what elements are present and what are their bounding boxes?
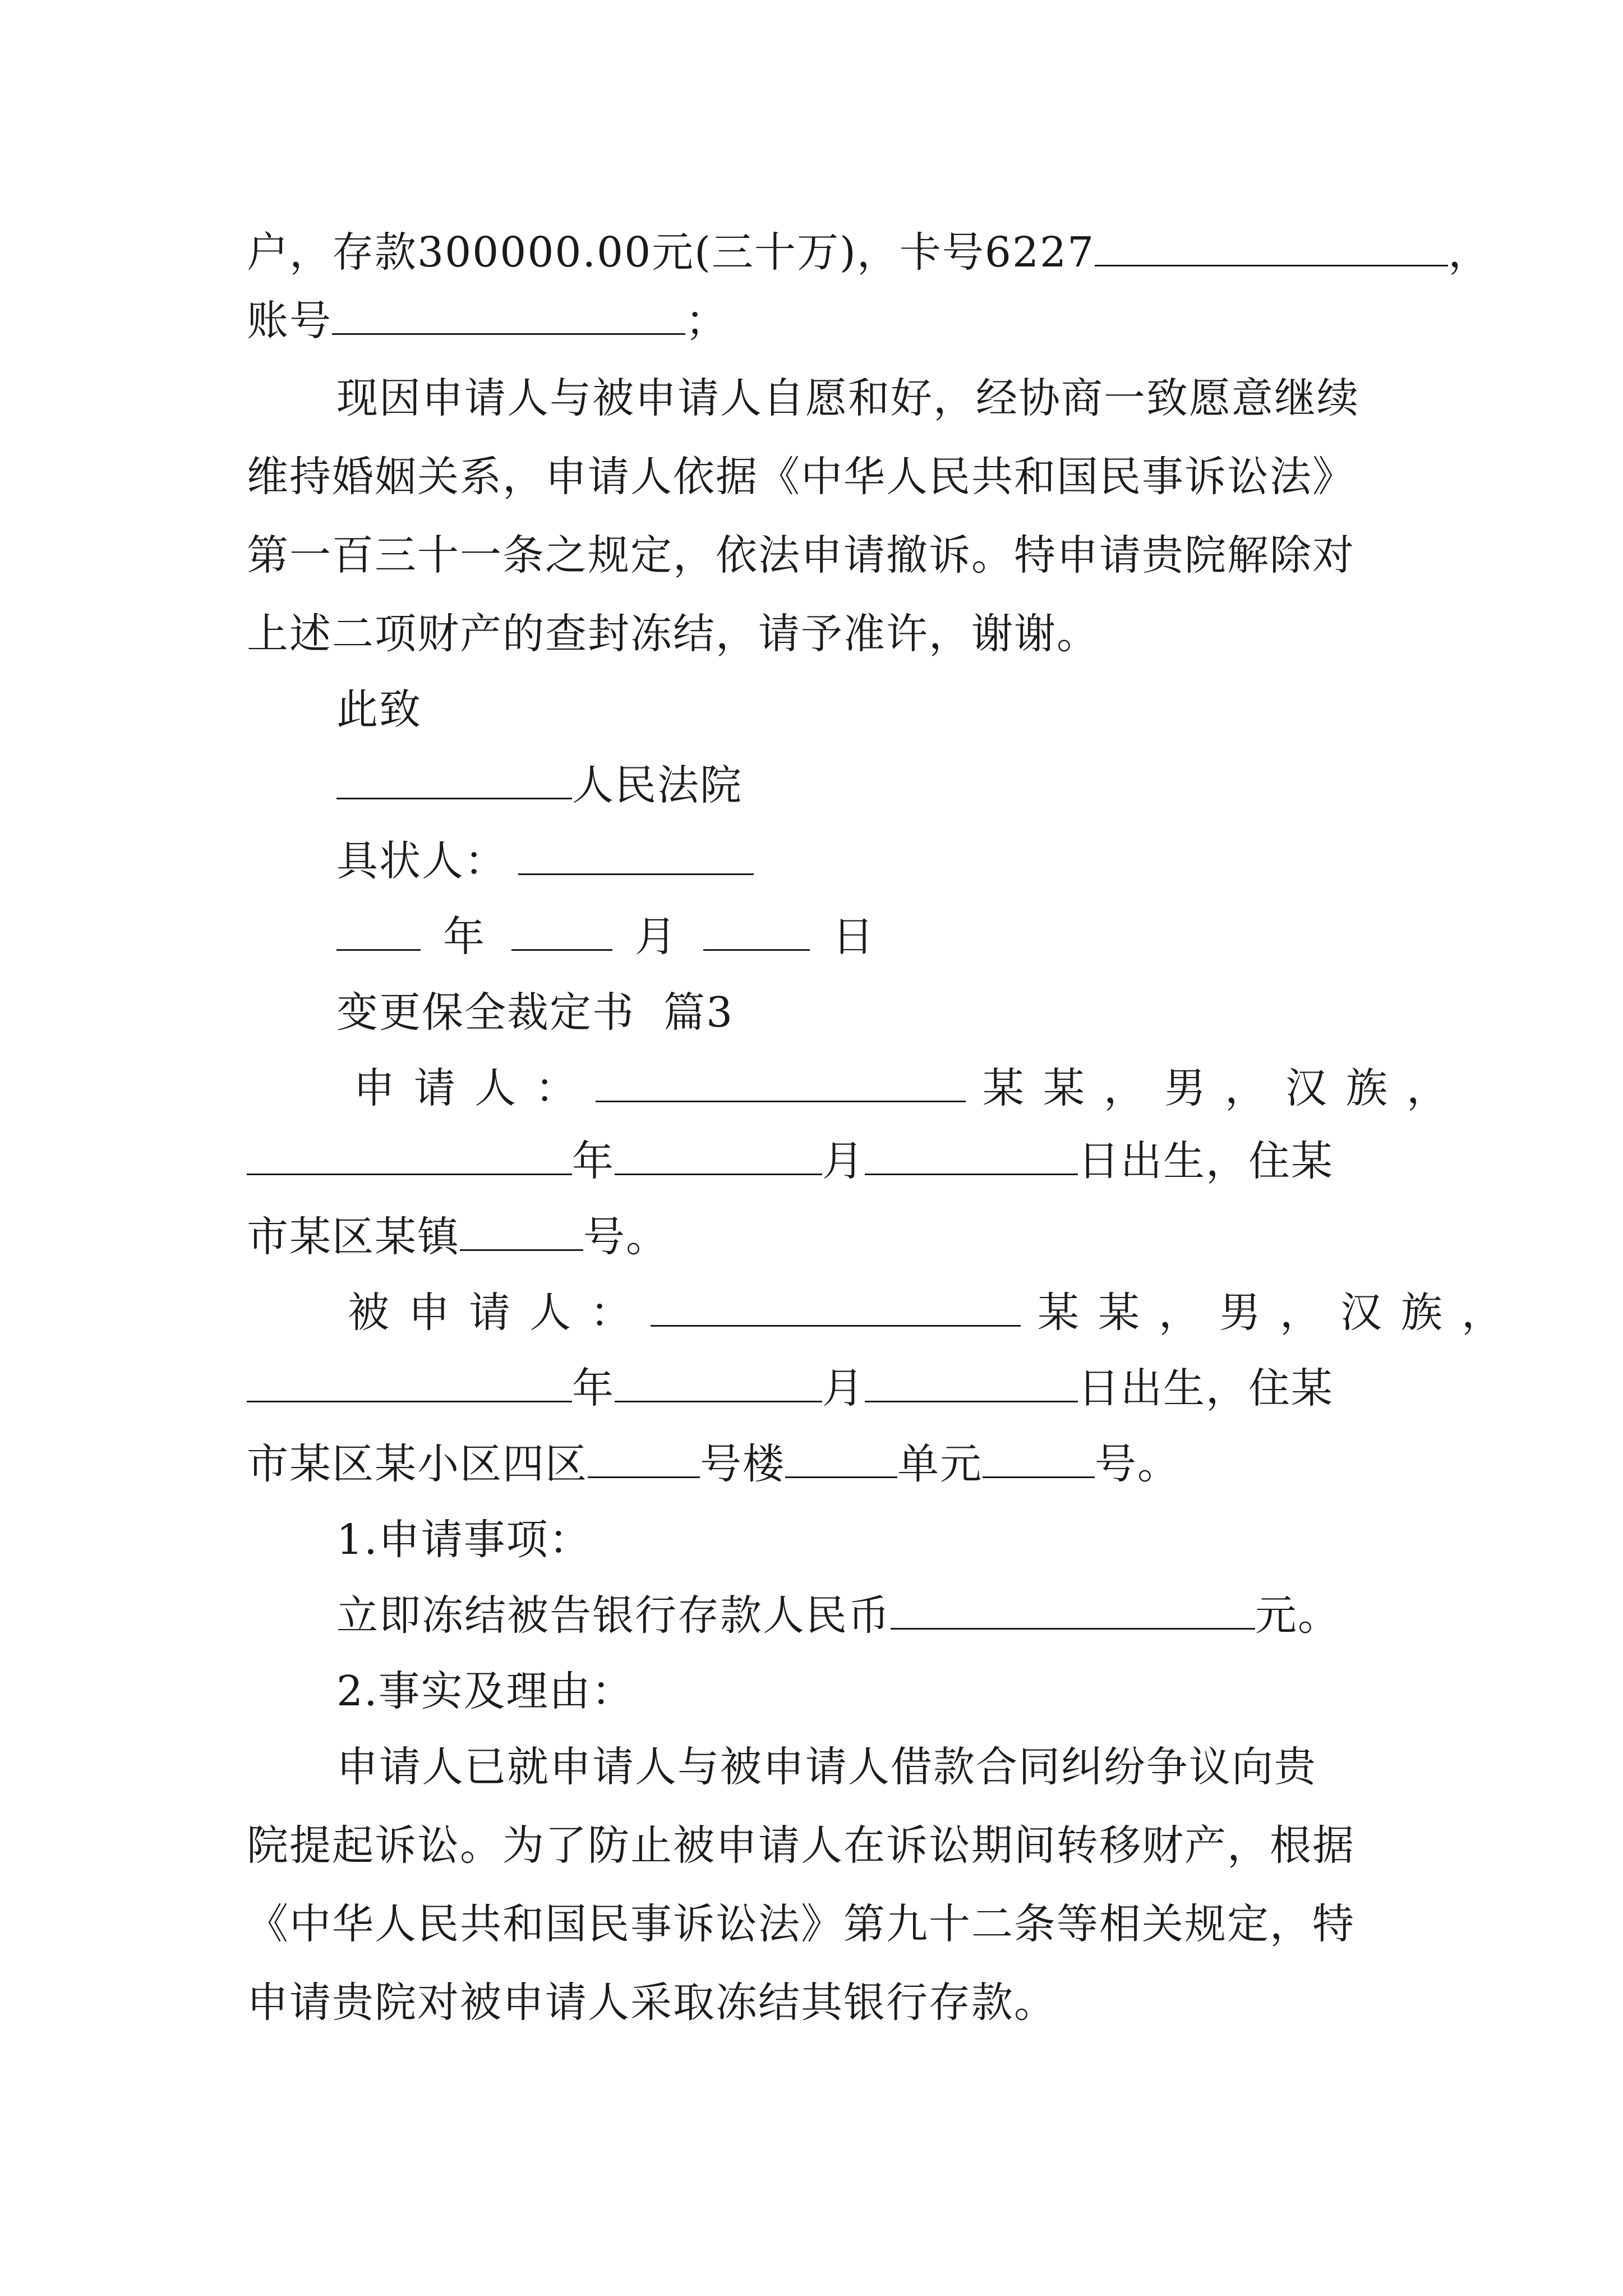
- blank-card-number: [1095, 226, 1448, 266]
- text: 元。: [1255, 1591, 1340, 1640]
- text: 市某区某小区四区: [247, 1440, 588, 1488]
- text: 号。: [1095, 1440, 1180, 1488]
- text: 年: [572, 1364, 615, 1412]
- text: 单元: [897, 1440, 983, 1488]
- text: 年: [572, 1137, 615, 1185]
- text: 某某，男，汉族，: [1038, 1289, 1522, 1337]
- line-account: [247, 293, 728, 349]
- text: 月: [635, 913, 677, 961]
- blank-birth-day: [865, 1134, 1078, 1175]
- blank-account-number: [332, 294, 685, 335]
- date-line: [336, 909, 875, 965]
- court-line: [336, 757, 743, 813]
- text: 市某区某镇: [247, 1213, 460, 1261]
- blank-room: [983, 1437, 1095, 1478]
- blank-birth-year: [247, 1134, 572, 1175]
- blank-respondent-name: [651, 1286, 1021, 1327]
- blank-birth-month: [615, 1361, 822, 1402]
- paragraph-line: 第一百三十一条之规定，依法申请撤诉。特申请贵院解除对: [247, 531, 1355, 579]
- signer-line: [336, 833, 754, 889]
- text: 账号: [247, 297, 332, 345]
- paragraph-line: 维持婚姻关系，申请人依据《中华人民共和国民事诉讼法》: [247, 453, 1355, 501]
- item-heading: 1.申请事项：: [336, 1516, 592, 1564]
- applicant-birth-line: [247, 1133, 1334, 1189]
- blank-house-number: [460, 1210, 583, 1251]
- blank-applicant-name: [596, 1061, 966, 1102]
- paragraph-line: 《中华人民共和国民事诉讼法》第九十二条等相关规定，特: [247, 1900, 1355, 1948]
- text: 号。: [583, 1213, 668, 1261]
- item-heading: 2.事实及理由：: [336, 1667, 634, 1715]
- text: 申请人：: [353, 1064, 596, 1112]
- salutation: 此致: [336, 685, 422, 734]
- text: 日: [832, 913, 875, 961]
- blank-building: [588, 1437, 700, 1478]
- respondent-birth-line: [247, 1360, 1334, 1416]
- text: 户，存款300000.00元(三十万)，卡号6227: [247, 228, 1095, 277]
- text: 具状人：: [336, 837, 507, 885]
- blank-birth-month: [615, 1134, 822, 1175]
- text: 某某，男，汉族，: [983, 1064, 1467, 1112]
- blank-day: [703, 910, 810, 951]
- applicant-address-line: [247, 1209, 668, 1265]
- blank-year: [336, 910, 421, 951]
- paragraph-line: 现因申请人与被申请人自愿和好，经协商一致愿意继续: [336, 374, 1359, 422]
- blank-unit: [785, 1437, 897, 1478]
- text: 人民法院: [572, 761, 743, 809]
- paragraph-line: 院提起诉讼。为了防止被申请人在诉讼期间转移财产，根据: [247, 1821, 1355, 1870]
- blank-court-name: [336, 758, 572, 799]
- line-deposit: [247, 224, 1491, 280]
- text: 月: [822, 1364, 865, 1412]
- item-line: [336, 1588, 1340, 1644]
- paragraph-line: 申请贵院对被申请人采取冻结其银行存款。: [247, 1978, 1057, 2027]
- blank-amount: [891, 1589, 1255, 1630]
- text: ，: [1448, 228, 1491, 277]
- blank-birth-day: [865, 1361, 1078, 1402]
- text: 日出生，住某: [1078, 1364, 1334, 1412]
- blank-birth-year: [247, 1361, 572, 1402]
- text: ；: [685, 297, 728, 345]
- respondent-line: [348, 1285, 1522, 1341]
- section-heading: 变更保全裁定书 篇3: [336, 988, 734, 1037]
- blank-month: [511, 910, 612, 951]
- respondent-address-line: [247, 1436, 1180, 1492]
- text: 年: [443, 913, 486, 961]
- text: 被申请人：: [348, 1289, 651, 1337]
- paragraph-line: 申请人已就申请人与被申请人借款合同纠纷争议向贵: [336, 1743, 1317, 1791]
- text: 月: [822, 1137, 865, 1185]
- applicant-line: [353, 1060, 1467, 1116]
- text: 立即冻结被告银行存款人民币: [336, 1591, 891, 1640]
- paragraph-line: 上述二项财产的查封冻结，请予准许，谢谢。: [247, 610, 1099, 658]
- blank-signer: [518, 834, 754, 875]
- text: 号楼: [700, 1440, 785, 1488]
- text: 日出生，住某: [1078, 1137, 1334, 1185]
